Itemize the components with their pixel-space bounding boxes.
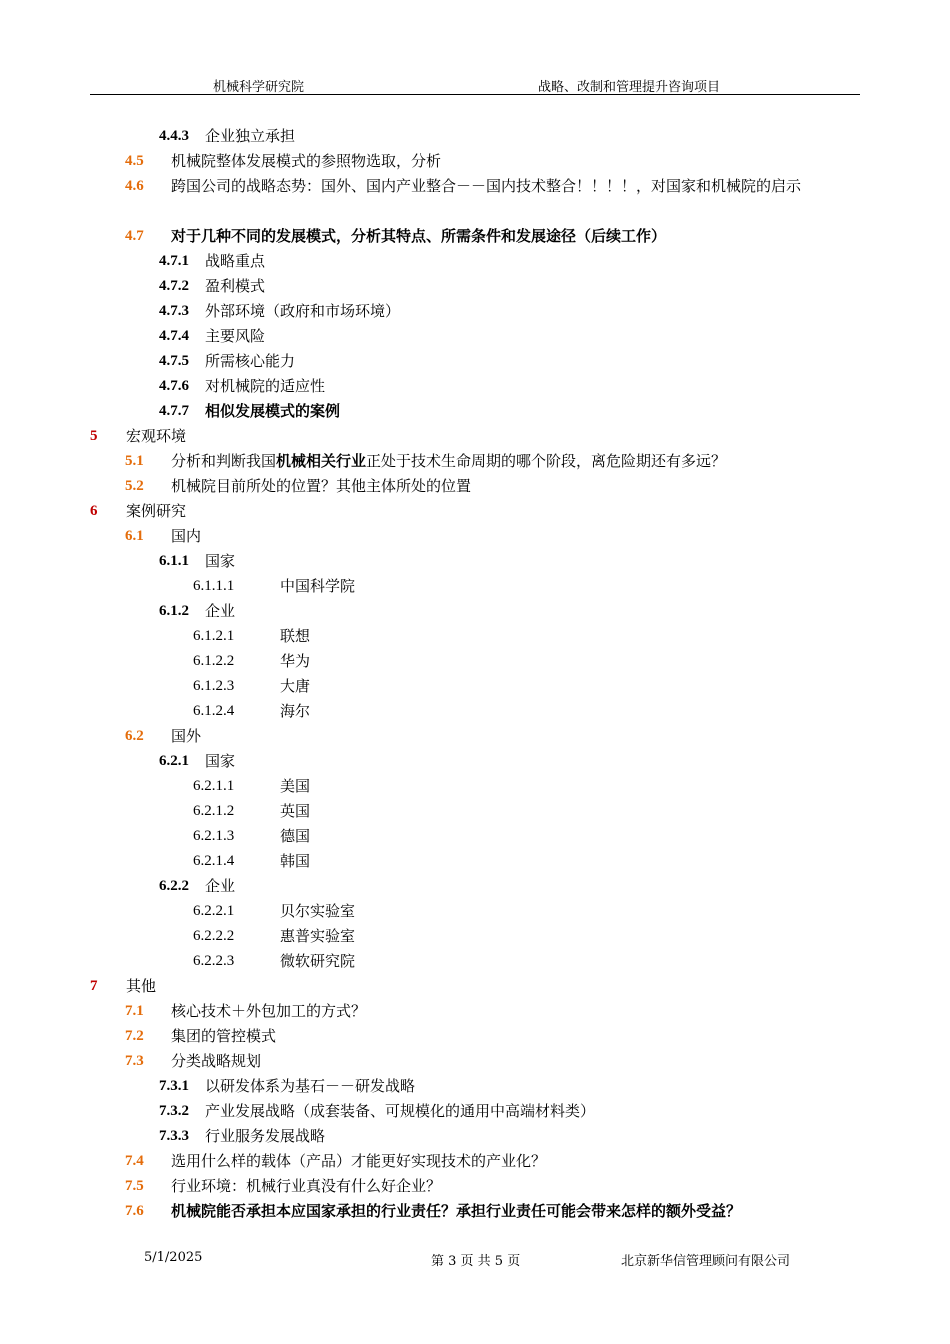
outline-number: 4.4.3 bbox=[159, 128, 189, 144]
outline-text bbox=[171, 1174, 441, 1199]
outline-text bbox=[280, 824, 310, 849]
footer-page-number: 第 3 页 共 5 页 bbox=[431, 1254, 521, 1269]
outline-text-main: 产业发展战略（成套装备、可规模化的通用中高端材料类） bbox=[205, 1102, 596, 1120]
outline-text-main: 战略重点 bbox=[205, 252, 266, 270]
outline-text bbox=[280, 949, 355, 974]
outline-number: 6.1.2.1 bbox=[193, 628, 235, 644]
outline-text-main: 所需核心能力 bbox=[205, 352, 296, 370]
outline-number: 4.6 bbox=[125, 178, 144, 194]
outline-number: 6.1.1.1 bbox=[193, 578, 235, 594]
outline-number: 4.7.5 bbox=[159, 353, 189, 369]
outline-number: 7.3.2 bbox=[159, 1103, 189, 1119]
outline-text-main: 韩国 bbox=[280, 852, 311, 870]
outline-number: 7.6 bbox=[125, 1203, 144, 1219]
outline-text-main: 美国 bbox=[280, 777, 311, 795]
outline-number: 6.2.1.3 bbox=[193, 828, 235, 844]
outline-text-main: 机械院能否承担本应国家承担的行业责任？承担行业责任可能会带来怎样的额外受益？ bbox=[171, 1202, 742, 1220]
outline-number: 6.2.1.2 bbox=[193, 803, 235, 819]
outline-text-main: 国内 bbox=[171, 527, 202, 545]
outline-text bbox=[205, 1074, 415, 1099]
outline-text-main: 贝尔实验室 bbox=[280, 902, 356, 920]
outline-text bbox=[171, 449, 726, 474]
outline-text-main: 海尔 bbox=[280, 702, 311, 720]
outline-text-main: 中国科学院 bbox=[280, 577, 356, 595]
outline-text-main: 核心技术＋外包加工的方式？ bbox=[171, 1002, 367, 1020]
outline-text bbox=[280, 699, 310, 724]
outline-number: 7.3.3 bbox=[159, 1128, 189, 1144]
outline-text bbox=[280, 574, 355, 599]
outline-text-main: 微软研究院 bbox=[280, 952, 356, 970]
outline-text bbox=[171, 474, 471, 499]
outline-number: 7.5 bbox=[125, 1178, 144, 1194]
outline-text-main: 跨国公司的战略态势：国外、国内产业整合－－国内技术整合！！！！，对国家和机械院的启示 bbox=[171, 177, 802, 195]
outline-number: 6.2.2.3 bbox=[193, 953, 235, 969]
outline-text bbox=[205, 1099, 595, 1124]
outline-text bbox=[280, 899, 355, 924]
outline-text-main: 联想 bbox=[280, 627, 311, 645]
header-project: 战略、改制和管理提升咨询项目 bbox=[538, 80, 721, 95]
outline-text-main: 对于几种不同的发展模式，分析其特点、所需条件和发展途径（后续工作） bbox=[171, 227, 667, 245]
outline-number: 4.7.1 bbox=[159, 253, 189, 269]
outline-number: 4.7.6 bbox=[159, 378, 189, 394]
outline-text-main: 分类战略规划 bbox=[171, 1052, 262, 1070]
outline-number: 6.2.2 bbox=[159, 878, 189, 894]
outline-number: 6.1.2.4 bbox=[193, 703, 235, 719]
outline-text bbox=[171, 1149, 546, 1174]
outline-number: 6.2 bbox=[125, 728, 144, 744]
outline-text-main: 对机械院的适应性 bbox=[205, 377, 326, 395]
outline-text bbox=[171, 1199, 741, 1224]
outline-number: 7.4 bbox=[125, 1153, 144, 1169]
outline-text bbox=[171, 1024, 276, 1049]
outline-text bbox=[205, 874, 235, 899]
outline-number: 6.2.1 bbox=[159, 753, 189, 769]
outline-number: 6.2.2.1 bbox=[193, 903, 235, 919]
outline-number: 6.2.1.4 bbox=[193, 853, 235, 869]
outline-number: 6.1.2.3 bbox=[193, 678, 235, 694]
outline-text-main: 英国 bbox=[280, 802, 311, 820]
header-org: 机械科学研究院 bbox=[213, 80, 305, 95]
outline-text-main: 华为 bbox=[280, 652, 311, 670]
outline-number: 4.7.3 bbox=[159, 303, 189, 319]
outline-text bbox=[205, 599, 235, 624]
outline-number: 6.1.2 bbox=[159, 603, 189, 619]
outline-text bbox=[205, 124, 295, 149]
outline-text-main: 企业 bbox=[205, 877, 236, 895]
outline-text-main: 选用什么样的载体（产品）才能更好实现技术的产业化？ bbox=[171, 1152, 547, 1170]
outline-number: 5 bbox=[90, 428, 98, 444]
outline-text bbox=[126, 499, 186, 524]
outline-number: 7.3 bbox=[125, 1053, 144, 1069]
page-header bbox=[90, 74, 860, 95]
footer-date: 5/1/2025 bbox=[144, 1250, 203, 1265]
outline-text-main: 国家 bbox=[205, 752, 236, 770]
outline-text-main: 盈利模式 bbox=[205, 277, 266, 295]
outline-number: 4.5 bbox=[125, 153, 144, 169]
outline-text bbox=[205, 299, 400, 324]
outline-number: 7.2 bbox=[125, 1028, 144, 1044]
outline-number: 6.1.1 bbox=[159, 553, 189, 569]
outline-text bbox=[280, 649, 310, 674]
outline-number: 4.7.2 bbox=[159, 278, 189, 294]
outline-text bbox=[126, 424, 186, 449]
outline-text bbox=[171, 724, 201, 749]
outline-text-main: 机械院整体发展模式的参照物选取，分析 bbox=[171, 152, 442, 170]
outline-text bbox=[171, 224, 666, 249]
outline-text-main: 行业环境：机械行业真没有什么好企业？ bbox=[171, 1177, 442, 1195]
outline-text bbox=[171, 524, 201, 549]
outline-text bbox=[205, 399, 340, 424]
outline-text-main: 惠普实验室 bbox=[280, 927, 356, 945]
outline-number: 7.1 bbox=[125, 1003, 144, 1019]
outline-text-main: 国家 bbox=[205, 552, 236, 570]
outline-text bbox=[205, 549, 235, 574]
outline-text-main: 国外 bbox=[171, 727, 202, 745]
outline-text bbox=[205, 1124, 325, 1149]
outline-number: 5.2 bbox=[125, 478, 144, 494]
outline-text bbox=[205, 274, 265, 299]
outline-number: 7.3.1 bbox=[159, 1078, 189, 1094]
outline-text bbox=[280, 799, 310, 824]
outline-text-main: 行业服务发展战略 bbox=[205, 1127, 326, 1145]
outline-text-emphasis: 机械相关行业 bbox=[276, 452, 367, 470]
outline-text bbox=[205, 749, 235, 774]
outline-text bbox=[280, 674, 310, 699]
outline-text bbox=[205, 249, 265, 274]
outline-number: 5.1 bbox=[125, 453, 144, 469]
outline-text bbox=[280, 924, 355, 949]
outline-text-main: 外部环境（政府和市场环境） bbox=[205, 302, 401, 320]
outline-text-tail: 正处于技术生命周期的哪个阶段，离危险期还有多远？ bbox=[366, 452, 727, 470]
outline-text bbox=[280, 624, 310, 649]
outline-text-main: 德国 bbox=[280, 827, 311, 845]
outline-number: 6.2.1.1 bbox=[193, 778, 235, 794]
outline-text-main: 其他 bbox=[126, 977, 157, 995]
outline-text bbox=[280, 774, 310, 799]
outline-number: 6.1.2.2 bbox=[193, 653, 235, 669]
outline-number: 6 bbox=[90, 503, 98, 519]
outline-number: 4.7.4 bbox=[159, 328, 189, 344]
outline-text-main: 宏观环境 bbox=[126, 427, 187, 445]
outline-text-main: 主要风险 bbox=[205, 327, 266, 345]
outline-text bbox=[171, 174, 859, 199]
outline-number: 6.1 bbox=[125, 528, 144, 544]
outline-text-main: 机械院目前所处的位置？其他主体所处的位置 bbox=[171, 477, 472, 495]
outline-text bbox=[171, 149, 441, 174]
outline-text bbox=[171, 999, 366, 1024]
outline-text-main: 企业 bbox=[205, 602, 236, 620]
outline-text-main: 分析和判断我国 bbox=[171, 452, 277, 470]
outline-number: 4.7 bbox=[125, 228, 144, 244]
outline-text-main: 集团的管控模式 bbox=[171, 1027, 277, 1045]
outline-text-main: 以研发体系为基石－－研发战略 bbox=[205, 1077, 416, 1095]
footer-company: 北京新华信管理顾问有限公司 bbox=[621, 1254, 791, 1269]
outline-text bbox=[171, 1049, 261, 1074]
outline-text bbox=[126, 974, 156, 999]
outline-text-main: 大唐 bbox=[280, 677, 311, 695]
outline-text bbox=[205, 349, 295, 374]
outline-number: 4.7.7 bbox=[159, 403, 189, 419]
outline-number: 7 bbox=[90, 978, 98, 994]
outline-number: 6.2.2.2 bbox=[193, 928, 235, 944]
outline-text bbox=[205, 374, 325, 399]
outline-text-main: 相似发展模式的案例 bbox=[205, 402, 341, 420]
outline-text-main: 企业独立承担 bbox=[205, 127, 296, 145]
outline-text bbox=[205, 324, 265, 349]
outline-text-main: 案例研究 bbox=[126, 502, 187, 520]
outline-text bbox=[280, 849, 310, 874]
